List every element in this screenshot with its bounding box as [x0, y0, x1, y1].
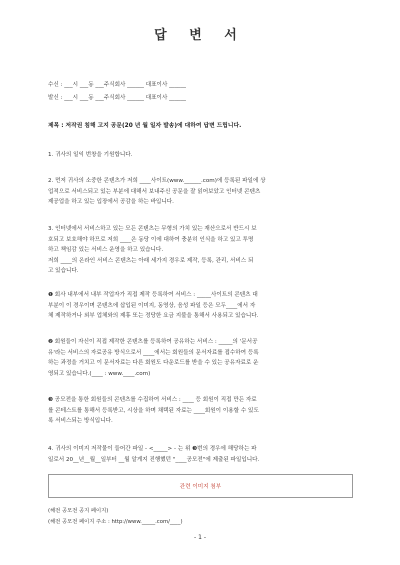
- paragraph-line: 1. 귀사의 일익 번창을 기원합니다.: [48, 152, 133, 158]
- paragraph-line: 유'라는 서비스의 자료공유 방식으로서 ____에서는 회원들의 문서자료를 접수하여 등록: [48, 349, 259, 356]
- paragraph-line: ❸ 공모전을 통한 회원들의 콘텐츠를 수집하여 서비스 : ____ 등 회원이 직접 만든 자료: [48, 397, 257, 403]
- paragraph-7: [48, 444, 358, 465]
- footnote-notice-page: (해전 공모전 공지 페이지): [48, 508, 109, 514]
- paragraph-line: 3. 인터넷에서 서비스하고 있는 모든 콘텐츠는 무형의 가치 있는 재산으로서 반드시 보: [48, 226, 257, 232]
- sender-line: 발신 : ___시 ___동 ___주식회사 ______ 대표이사 ______: [48, 95, 186, 101]
- paragraph-line: 하고 책임감 있는 서비스 운영을 하고 있습니다.: [48, 247, 164, 253]
- paragraph-line: ❶ 회사 내부에서 내부 작업자가 직접 제작 등록하여 서비스 : _____사이트의 콘텐츠 대: [48, 292, 258, 298]
- paragraph-line: 부분이 이 경우이며 콘텐츠에 삽입된 이미지, 동영상, 음성 파일 등은 모두____에서 자: [48, 302, 256, 309]
- attachment-box: [48, 474, 353, 498]
- paragraph-line: 4. 귀사의 이미지 저작물이 들어간 파일 - <_____> - 는 위 ❸번의 경우에 해당하는 파: [48, 446, 257, 452]
- document-title: 답 변 서: [154, 28, 246, 43]
- paragraph-line: 호되고 보호해야 하므로 저희 ____은 동당 이에 대하여 충분히 인식을 하고 있고 투명: [48, 236, 254, 243]
- page-number: - 1 -: [194, 534, 206, 541]
- paragraph-line: 일로서 20__년__월__일부터 __월 알게지 진행했던 "____공모전"에 제출된 파일입니다.: [48, 456, 260, 463]
- paragraph-line: 2. 먼저 귀사의 소중한 콘텐츠가 저희 ____사이트(www.______.com)에 등록된 파일에 상: [48, 178, 266, 184]
- paragraph-line: 영되고 있습니다.(____ : www.____.com): [48, 370, 151, 377]
- footnote-page-address: (해전 공모전 페이지 주소 : http://www._____.com/____): [48, 519, 183, 525]
- recipient-line: 수신 : ___시 ___동 ___주식회사 ______ 대표이사 ______: [48, 82, 186, 88]
- paragraph-line: 하는 과정을 거치고 이 문서자료는 다른 회원도 다운로드를 받을 수 있는 공유자료로 운: [48, 360, 259, 366]
- paragraph-6: [48, 395, 358, 427]
- paragraph-2: [48, 176, 358, 208]
- paragraph-line: 제공업을 하고 있는 입장에서 공감을 하는 바입니다.: [48, 199, 174, 205]
- paragraph-line: 록 서비스되는 방식입니다.: [48, 418, 113, 424]
- attachment-label: 관련 이미지 첨부: [179, 484, 222, 490]
- paragraph-3: [48, 224, 358, 277]
- paragraph-line: ❷ 회원들이 자신이 직접 제작한 콘텐츠를 등록하여 공유하는 서비스 : _____의 '문서공: [48, 339, 258, 345]
- paragraph-line: 체 제작하거나 외부 업체와의 제휴 또는 정당한 요금 지불을 통해서 사용되고 있습니다.: [48, 313, 259, 319]
- paragraph-line: 고 있습니다.: [48, 268, 79, 274]
- paragraph-line: 업적으로 서비스되고 있는 부분에 대해서 보내주신 공문을 잘 읽어보았고 인터넷 콘텐츠: [48, 188, 261, 195]
- paragraph-4: [48, 290, 358, 322]
- subject-line: 제목 : 저작권 침해 고지 공문(20 년 월 일자 발송)에 대하여 답변 드립니다.: [48, 123, 242, 129]
- paragraph-line: 를 콘테스트를 통해서 등록받고, 시상을 하며 채택된 자료는 ____회원이 이용할 수 있도: [48, 407, 259, 414]
- paragraph-line: 저희 ____의 온라인 서비스 콘텐츠는 아래 세가지 경우로 제작, 등록, 관리, 서비스 되: [48, 257, 254, 264]
- paragraph-1: [48, 150, 358, 161]
- paragraph-5: [48, 337, 358, 379]
